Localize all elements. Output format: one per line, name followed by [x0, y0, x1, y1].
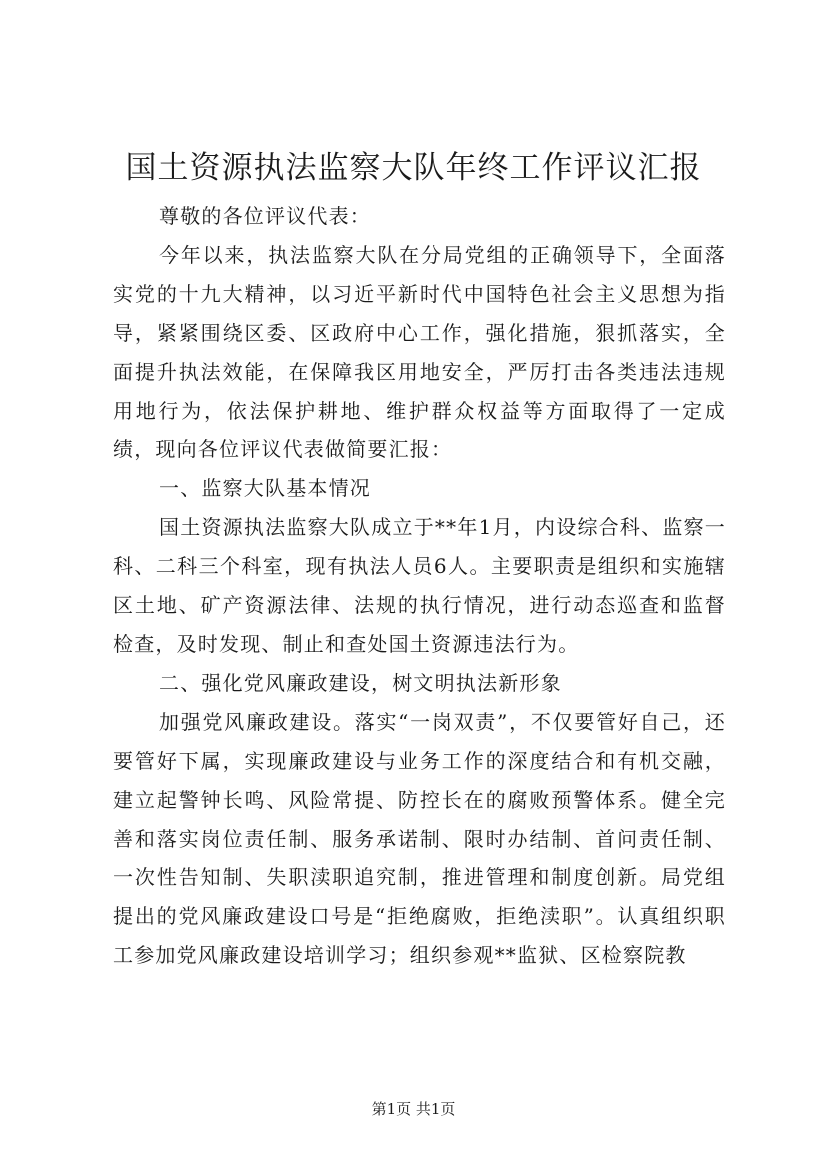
- section-1-paragraph: 国土资源执法监察大队成立于**年1月，内设综合科、监察一科、二科三个科室，现有执法人员6人。主要职责是组织和实施辖区土地、矿产资源法律、法规的执行情况，进行动态巡查和监督检查，及时发现、制止和查处国土资源违法行为。: [113, 515, 726, 656]
- section-heading-2: 二、强化党风廉政建设，树文明执法新形象: [159, 670, 562, 695]
- page-footer: 第1页 共1页: [371, 1100, 456, 1118]
- document-title: 国土资源执法监察大队年终工作评议汇报: [125, 150, 702, 186]
- salutation-paragraph: 尊敬的各位评议代表：: [159, 204, 371, 228]
- section-heading-1: 一、监察大队基本情况: [159, 476, 371, 501]
- section-2-paragraph: 加强党风廉政建设。落实“一岗双责”，不仅要管好自己，还要管好下属，实现廉政建设与业务工作的深度结合和有机交融，建立起警钟长鸣、风险常提、防控长在的腐败预警体系。健全完善和落实岗位责任制、服务承诺制、限时办结制、首问责任制、一次性告知制、失职渎职追究制，推进管理和制度创新。局党组提出的党风廉政建设口号是“拒绝腐败，拒绝渎职”。认真组织职工参加党风廉政建设培训学习；组织参观**监狱、区检察院教: [113, 709, 726, 968]
- intro-paragraph: 今年以来，执法监察大队在分局党组的正确领导下，全面落实党的十九大精神，以习近平新时代中国特色社会主义思想为指导，紧紧围绕区委、区政府中心工作，强化措施，狠抓落实，全面提升执法效能，在保障我区用地安全，严厉打击各类违法违规用地行为，依法保护耕地、维护群众权益等方面取得了一定成绩，现向各位评议代表做简要汇报：: [113, 242, 726, 462]
- document-body: [113, 197, 726, 975]
